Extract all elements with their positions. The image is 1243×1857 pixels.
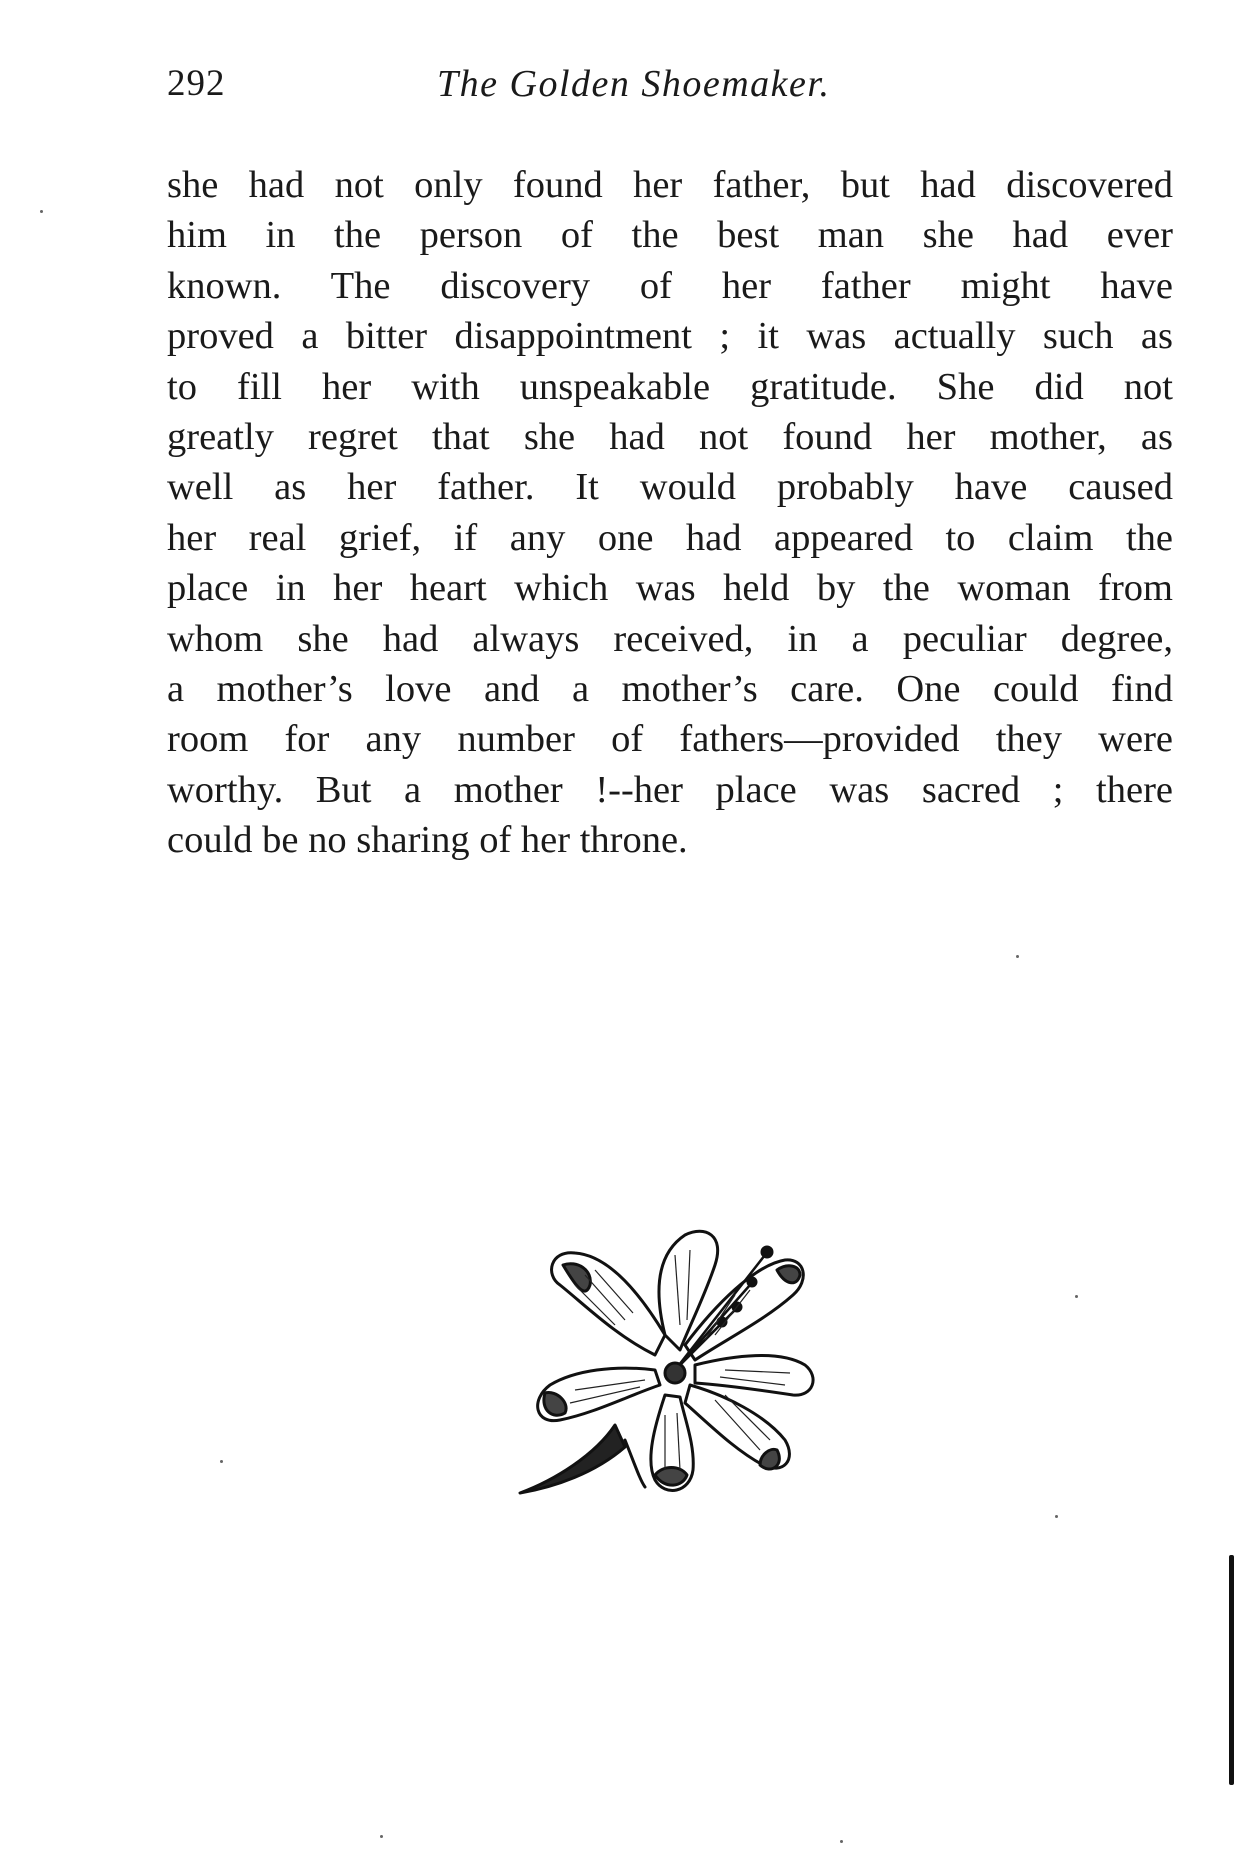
page-number: 292: [167, 63, 226, 104]
page-header: [167, 62, 1173, 118]
text-line: proved a bitter disappointment ; it was actually such as: [167, 315, 1173, 358]
text-line: him in the person of the best man she had ever: [167, 214, 1173, 257]
scan-edge-mark: [1229, 1555, 1234, 1785]
scan-speck: [40, 210, 43, 213]
scan-speck: [1016, 955, 1019, 958]
scan-speck: [220, 1460, 223, 1463]
scan-speck: [1055, 1515, 1058, 1518]
text-line: she had not only found her father, but had discovered: [167, 164, 1173, 206]
text-line: could be no sharing of her throne.: [167, 819, 688, 862]
text-line: place in her heart which was held by the woman from: [167, 567, 1173, 610]
text-line: known. The discovery of her father might have: [167, 264, 1173, 307]
text-line: whom she had always received, in a peculiar degree,: [167, 617, 1173, 660]
text-line: well as her father. It would probably have caused: [167, 466, 1173, 509]
text-line: a mother’s love and a mother’s care. One could find: [167, 667, 1173, 710]
scan-speck: [1075, 1295, 1078, 1298]
scan-speck: [380, 1835, 383, 1838]
text-line: her real grief, if any one had appeared to claim the: [167, 516, 1173, 559]
text-line: to fill her with unspeakable gratitude. She did not: [167, 365, 1173, 408]
scan-speck: [840, 1840, 843, 1843]
text-line: greatly regret that she had not found her mother, as: [167, 415, 1173, 458]
lily-flower-icon: [515, 1225, 835, 1505]
text-line: worthy. But a mother !--her place was sacred ; there: [167, 768, 1173, 811]
body-text: [167, 160, 1173, 865]
running-title: The Golden Shoemaker.: [437, 63, 831, 105]
text-line: room for any number of fathers—provided they were: [167, 718, 1173, 761]
